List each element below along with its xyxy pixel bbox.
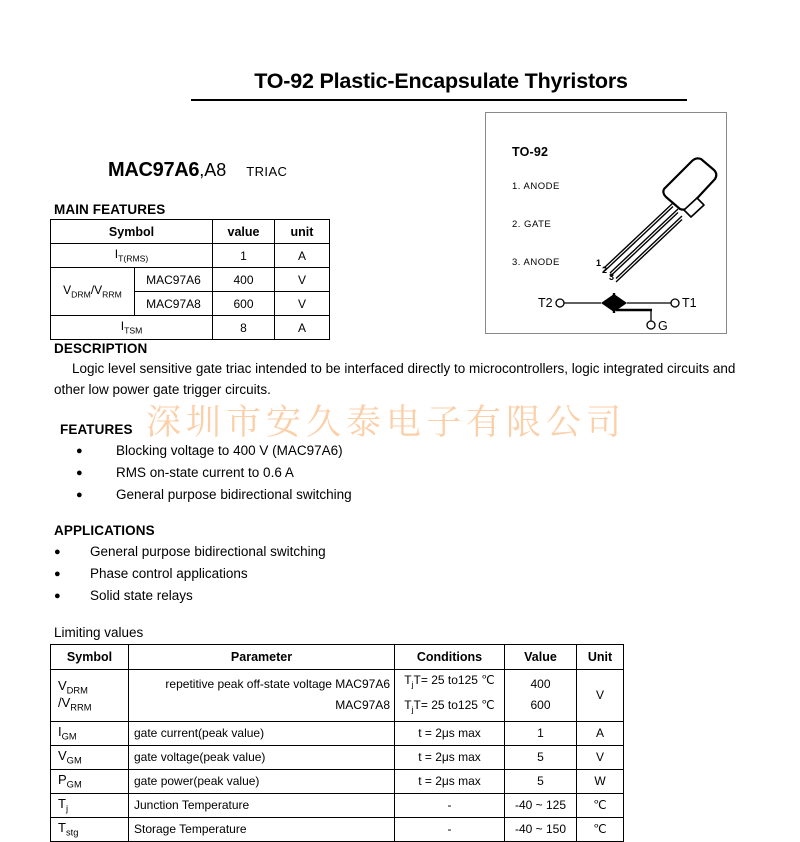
description-heading: DESCRIPTION — [54, 341, 148, 356]
lv-unit: V — [577, 670, 624, 722]
mf-variant: MAC97A6 — [135, 268, 213, 292]
lv-parameter: gate power(peak value) — [129, 769, 395, 793]
mf-symbol-vdrm: $V_{DRM}/V_{RRM}$ — [51, 268, 135, 316]
package-diagram-box — [485, 112, 727, 334]
lead-wires-icon — [604, 203, 682, 282]
bullet-icon: ● — [76, 445, 83, 457]
features-list — [76, 440, 352, 506]
mf-unit: A — [275, 244, 330, 268]
feature-text: Blocking voltage to 400 V (MAC97A6) — [116, 443, 343, 458]
lv-unit: ℃ — [577, 817, 624, 841]
lv-parameter: gate current(peak value) — [129, 721, 395, 745]
table-row — [51, 670, 624, 722]
limiting-values-table — [50, 644, 624, 842]
subscript: RRM — [70, 702, 92, 713]
subscript: RRM — [102, 289, 122, 300]
lv-parameter — [129, 670, 395, 722]
part-number-main: MAC97A6 — [108, 159, 200, 181]
bullet-icon: ● — [54, 546, 61, 558]
lv-unit: ℃ — [577, 793, 624, 817]
table-row — [51, 745, 624, 769]
lv-symbol-igm: $I_{GM}$ — [51, 721, 129, 745]
page-title — [196, 70, 686, 93]
mf-value: 400 — [213, 268, 275, 292]
subscript: GM — [61, 732, 77, 743]
lv-value: -40 ~ 150 — [505, 817, 577, 841]
subscript: j — [65, 804, 69, 815]
table-row — [51, 268, 330, 292]
application-text: General purpose bidirectional switching — [90, 544, 326, 559]
lv-parameter-line2: MAC97A8 — [335, 698, 390, 713]
lv-condition: t = 2μs max — [395, 769, 505, 793]
description-text: Logic level sensitive gate triac intended to be interfaced directly to microcontrollers, logic integrated circuits and other low power gate trigger circuits. — [54, 361, 736, 397]
subscript: stg — [65, 828, 79, 839]
lead-number-2: 2 — [602, 265, 608, 275]
lv-condition: t = 2μs max — [395, 721, 505, 745]
bullet-icon: ● — [76, 467, 83, 479]
lv-condition: - — [395, 817, 505, 841]
mf-variant: MAC97A8 — [135, 292, 213, 316]
table-row — [51, 316, 330, 340]
subscript: DRM — [71, 289, 91, 300]
lv-condition-line2: $T_jT= 25$ to125 ℃ — [404, 698, 495, 715]
lv-value: 5 — [505, 745, 577, 769]
list-item — [54, 541, 326, 563]
lv-symbol-tj: $T_j$ — [51, 793, 129, 817]
bullet-icon: ● — [54, 568, 61, 580]
bullet-icon: ● — [54, 590, 61, 602]
lv-unit: W — [577, 769, 624, 793]
lv-header-value: Value — [505, 645, 577, 670]
feature-text: RMS on-state current to 0.6 A — [116, 465, 294, 480]
lv-header-conditions: Conditions — [395, 645, 505, 670]
lv-parameter: Junction Temperature — [129, 793, 395, 817]
part-number-sub: ,A8 — [199, 160, 227, 180]
pin-label-3: 3. ANODE — [512, 257, 560, 268]
lv-header-unit: Unit — [577, 645, 624, 670]
subscript: j — [411, 704, 414, 715]
mf-value: 600 — [213, 292, 275, 316]
main-features-heading: MAIN FEATURES — [54, 202, 166, 217]
title-underline — [191, 99, 687, 101]
to92-package-drawing — [486, 113, 728, 335]
mf-symbol-itrms: $I_{T(RMS)}$ — [51, 244, 213, 268]
lv-condition-line1: $T_jT= 25$ to125 ℃ — [404, 673, 495, 690]
description-body — [54, 358, 744, 400]
lv-symbol-tstg: $T_{stg}$ — [51, 817, 129, 841]
list-item — [76, 440, 352, 462]
mf-unit: V — [275, 268, 330, 292]
lv-value: 1 — [505, 721, 577, 745]
list-item — [76, 462, 352, 484]
lead-number-1: 1 — [596, 258, 602, 268]
table-header-row — [51, 645, 624, 670]
table-header-row — [51, 220, 330, 244]
table-row — [51, 721, 624, 745]
lv-symbol-vgm: $V_{GM}$ — [51, 745, 129, 769]
mf-unit: A — [275, 316, 330, 340]
mf-header-symbol: Symbol — [51, 220, 213, 244]
limiting-values-heading: Limiting values — [54, 625, 144, 640]
lv-parameter: Storage Temperature — [129, 817, 395, 841]
lv-condition — [395, 670, 505, 722]
part-number — [108, 159, 287, 182]
lead-number-3: 3 — [609, 272, 615, 282]
applications-list — [54, 541, 326, 607]
feature-text: General purpose bidirectional switching — [116, 487, 352, 502]
terminal-label-t2: T2 — [538, 296, 553, 310]
list-item — [54, 563, 326, 585]
pin-label-1: 1. ANODE — [512, 181, 560, 192]
pin-label-2: 2. GATE — [512, 219, 552, 230]
list-item — [54, 585, 326, 607]
mf-value: 8 — [213, 316, 275, 340]
package-title: TO-92 — [512, 145, 549, 159]
applications-heading: APPLICATIONS — [54, 523, 155, 538]
lv-symbol-pgm: $P_{GM}$ — [51, 769, 129, 793]
mf-header-value: value — [213, 220, 275, 244]
list-item — [76, 484, 352, 506]
mf-header-unit: unit — [275, 220, 330, 244]
table-row — [51, 244, 330, 268]
subscript: TSM — [124, 325, 143, 336]
terminal-label-t1: T1 — [682, 296, 697, 310]
lv-header-symbol: Symbol — [51, 645, 129, 670]
lv-value: -40 ~ 125 — [505, 793, 577, 817]
company-watermark: 深圳市安久泰电子有限公司 — [146, 403, 627, 443]
lv-unit: A — [577, 721, 624, 745]
table-row — [51, 769, 624, 793]
application-text: Solid state relays — [90, 588, 193, 603]
lv-condition: t = 2μs max — [395, 745, 505, 769]
mf-unit: V — [275, 292, 330, 316]
lv-condition-text1: T= 25 to125 ℃ — [413, 673, 495, 687]
table-row — [51, 817, 624, 841]
lv-parameter-line1: repetitive peak off-state voltage MAC97A6 — [165, 677, 390, 692]
lv-header-parameter: Parameter — [129, 645, 395, 670]
table-row — [51, 793, 624, 817]
lv-value-line1: 400 — [530, 677, 551, 692]
lv-condition-text2: T= 25 to125 ℃ — [413, 698, 495, 713]
main-features-table — [50, 219, 330, 340]
features-heading: FEATURES — [60, 422, 133, 437]
mf-value: 1 — [213, 244, 275, 268]
lv-value — [505, 670, 577, 722]
lv-parameter: gate voltage(peak value) — [129, 745, 395, 769]
lv-unit: V — [577, 745, 624, 769]
subscript: j — [411, 679, 414, 690]
lv-condition: - — [395, 793, 505, 817]
part-type-label: TRIAC — [246, 164, 288, 179]
lv-value-line2: 600 — [530, 698, 551, 713]
subscript: GM — [66, 756, 82, 767]
mf-symbol-itsm: $I_{TSM}$ — [51, 316, 213, 340]
document-title: TO-92 Plastic-Encapsulate Thyristors — [254, 69, 628, 93]
application-text: Phase control applications — [90, 566, 248, 581]
lv-value: 5 — [505, 769, 577, 793]
subscript: T(RMS) — [118, 253, 149, 264]
terminal-label-g: G — [658, 319, 668, 333]
lv-symbol-vdrm: $V_{DRM}$ $/V_{RRM}$ — [51, 670, 129, 722]
bullet-icon: ● — [76, 489, 83, 501]
subscript: DRM — [66, 685, 88, 696]
subscript: GM — [66, 780, 82, 791]
